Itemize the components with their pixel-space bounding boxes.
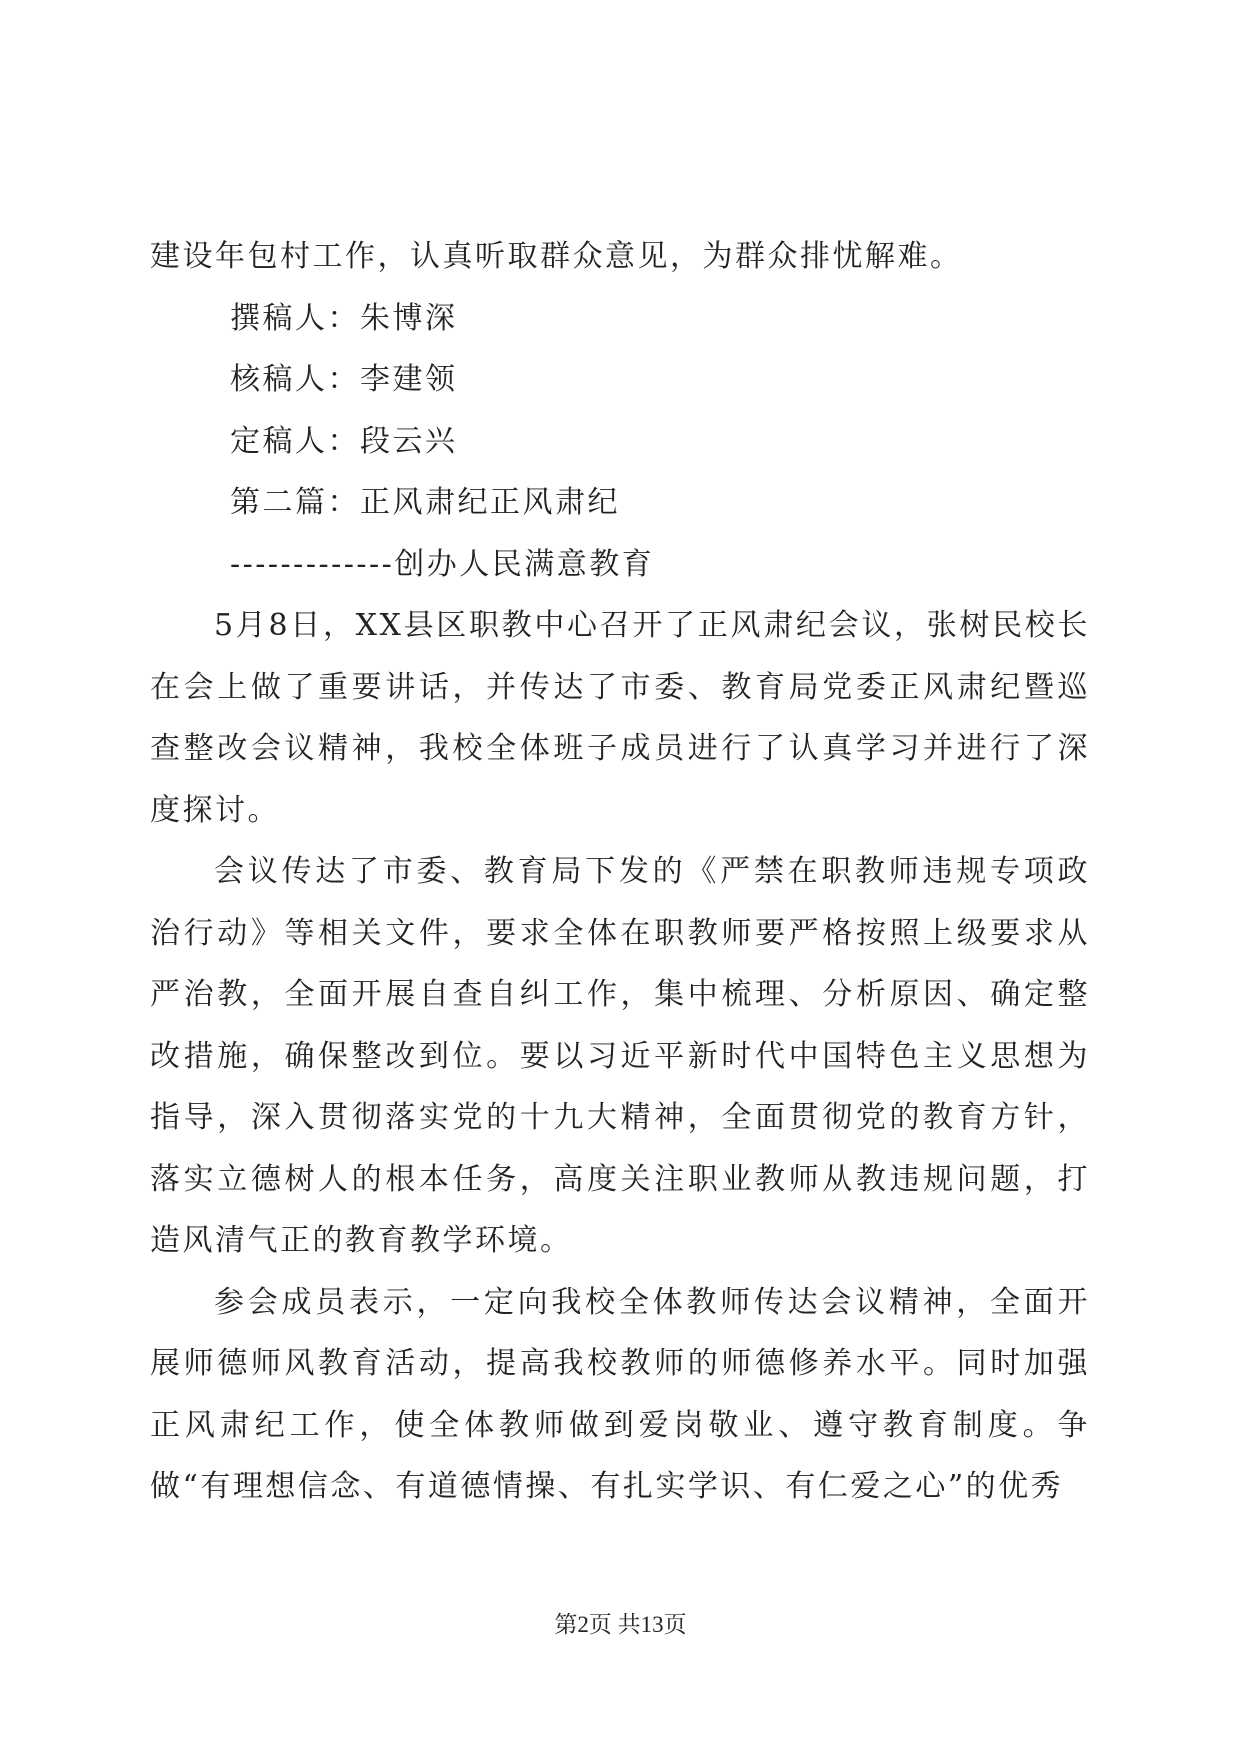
paragraph-continuation: 建设年包村工作，认真听取群众意见，为群众排忧解难。 bbox=[150, 239, 963, 274]
section-subheading: -------------创办人民满意教育 bbox=[230, 546, 655, 582]
finalizer-line: 定稿人：段云兴 bbox=[230, 423, 458, 459]
paragraph-meeting: 5月8日，XX县区职教中心召开了正风肃纪会议，张树民校长在会上做了重要讲话，并传达了市委、教育局党委正风肃纪暨巡查整改会议精神，我校全体班子成员进行了认真学习并进行了深度探讨。 bbox=[150, 608, 1090, 828]
document-body bbox=[150, 226, 1090, 1518]
writer-line: 撰稿人：朱博深 bbox=[230, 300, 458, 336]
reviewer-line: 核稿人：李建领 bbox=[230, 362, 458, 397]
section-heading: 第二篇：正风肃纪正风肃纪 bbox=[230, 485, 620, 520]
paragraph-members: 参会成员表示，一定向我校全体教师传达会议精神，全面开展师德师风教育活动，提高我校教师的师德修养水平。同时加强正风肃纪工作，使全体教师做到爱岗敬业、遵守教育制度。争做“有理想信念、有道德情操、有扎实学识、有仁爱之心”的优秀 bbox=[150, 1284, 1090, 1504]
page-footer: 第2页 共13页 bbox=[554, 1612, 687, 1637]
paragraph-requirements: 会议传达了市委、教育局下发的《严禁在职教师违规专项政治行动》等相关文件，要求全体在职教师要严格按照上级要求从严治教，全面开展自查自纠工作，集中梳理、分析原因、确定整改措施，确保整改到位。要以习近平新时代中国特色主义思想为指导，深入贯彻落实党的十九大精神，全面贯彻党的教育方针，落实立德树人的根本任务，高度关注职业教师从教违规问题，打造风清气正的教育教学环境。 bbox=[150, 854, 1090, 1258]
